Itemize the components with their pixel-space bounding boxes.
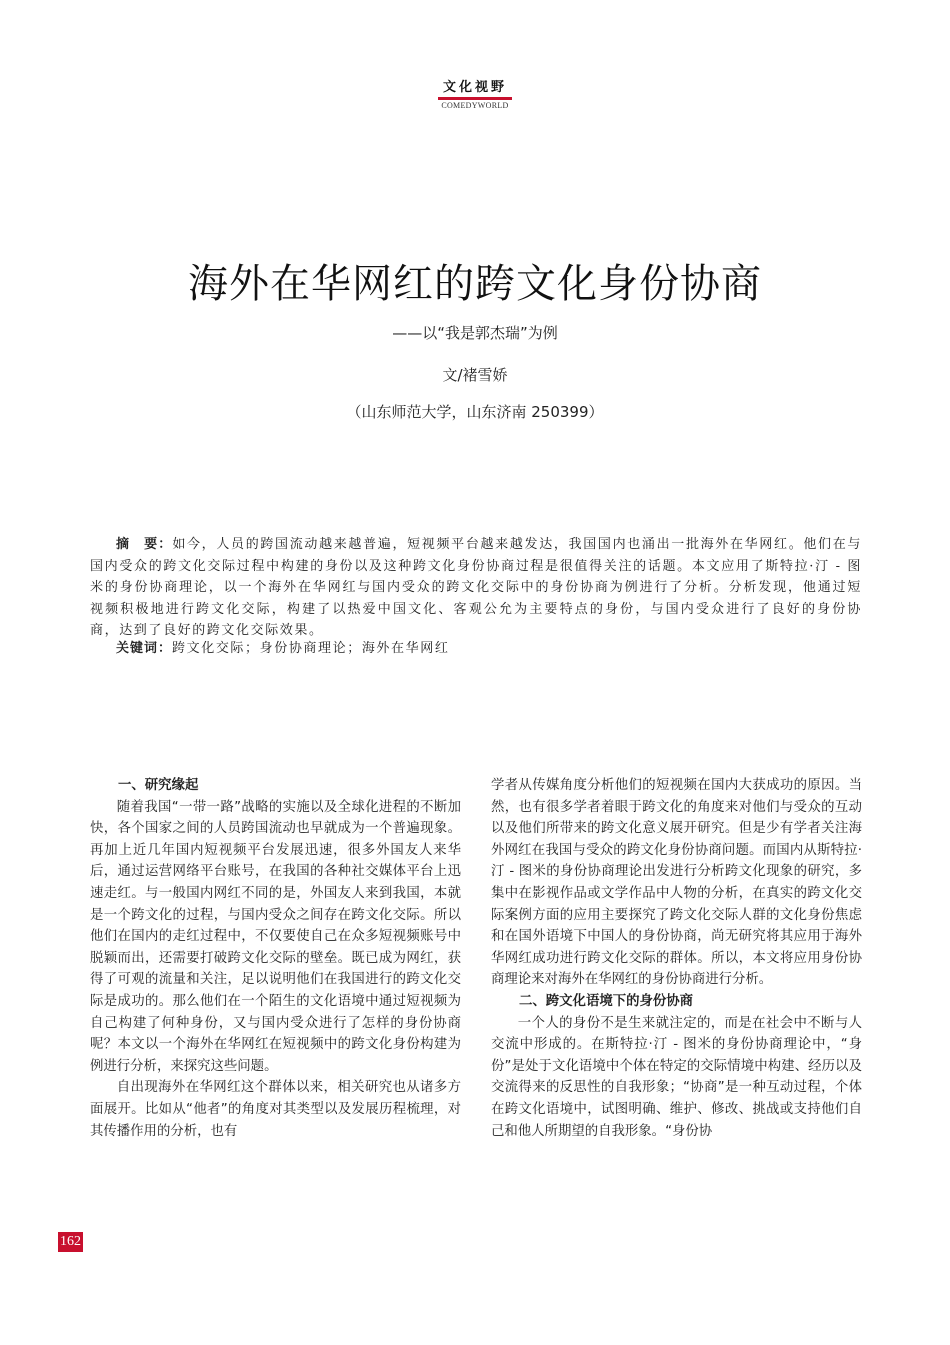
page-number: 162 — [58, 1232, 83, 1252]
article-affiliation: （山东师范大学，山东济南 250399） — [346, 403, 604, 421]
section-heading-1: 一、研究缘起 — [118, 778, 199, 793]
article-subtitle: ——以“我是郭杰瑞”为例 — [392, 324, 558, 342]
article-author: 文/褚雪娇 — [442, 366, 508, 384]
body-column-right — [491, 775, 862, 1142]
body-paragraph: 自出现海外在华网红这个群体以来，相关研究也从诸多方面展开。比如从“他者”的角度对其类型以及发展历程梳理，对其传播作用的分析，也有 — [90, 1080, 461, 1139]
section-heading-2: 二、跨文化语境下的身份协商 — [519, 993, 694, 1009]
abstract — [90, 534, 862, 642]
keywords-label: 关键词： — [116, 641, 173, 656]
keywords — [90, 638, 862, 660]
body-paragraph: 随着我国“一带一路”战略的实施以及全球化进程的不断加快，各个国家之间的人员跨国流动也早就成为一个普遍现象。再加上近几年国内短视频平台发展迅速，很多外国友人来华后，通过运营网络平台账号，在我国的各种社交媒体平台上迅速走红。与一般国内网红不同的是，外国友人来到我国，本就是一个跨文化的过程，与国内受众之间存在跨文化交际。所以他们在国内的走红过程中，不仅要使自己在众多短视频账号中脱颖而出，还需要打破跨文化交际的壁垒。既已成为网红，获得了可观的流量和关注，足以说明他们在我国进行的跨文化交际是成功的。那么他们在一个陌生的文化语境中通过短视频为自己构建了何种身份，又与国内受众进行了怎样的身份协商呢？本文以一个海外在华网红在短视频中的跨文化身份构建为例进行分析，来探究这些问题。 — [90, 799, 461, 1074]
journal-subtitle: COMEDYWORLD — [441, 101, 509, 110]
body-paragraph: 学者从传媒角度分析他们的短视频在国内大获成功的原因。当然，也有很多学者着眼于跨文化的角度来对他们与受众的互动以及他们所带来的跨文化意义展开研究。但是少有学者关注海外网红在我国与受众的跨文化身份协商问题。而国内从斯特拉·汀 - 图米的身份协商理论出发进行分析跨文化现象的研究，多集中在影视作品或文学作品中人物的分析，在真实的跨文化交际案例方面的应用主要探究了跨文化交际人群的文化身份焦虑和在国外语境下中国人的身份协商，尚无研究将其应用于海外华网红成功进行跨文化交际的群体。所以，本文将应用身份协商理论来对海外在华网红的身份协商进行分析。 — [491, 778, 862, 988]
masthead-rule — [438, 97, 512, 100]
journal-masthead — [0, 80, 950, 110]
abstract-label: 摘 要： — [116, 537, 173, 552]
article-title: 海外在华网红的跨文化身份协商 — [188, 261, 762, 307]
keywords-text: 跨文化交际；身份协商理论；海外在华网红 — [172, 641, 450, 656]
body-column-left — [90, 775, 461, 1142]
body-paragraph: 一个人的身份不是生来就注定的，而是在社会中不断与人交流中形成的。在斯特拉·汀 - 图米的身份协商理论中，“身份”是处于文化语境中个体在特定的交际情境中构建、经历以及交流得来的反思性的自我形象；“协商”是一种互动过程，个体在跨文化语境中，试图明确、维护、修改、挑战或支持他们自己和他人所期望的自我形象。“身份协 — [491, 1015, 862, 1139]
abstract-text: 如今，人员的跨国流动越来越普遍，短视频平台越来越发达，我国国内也涌出一批海外在华网红。他们在与国内受众的跨文化交际过程中构建的身份以及这种跨文化身份协商过程是很值得关注的话题。本文应用了斯特拉·汀 - 图米的身份协商理论，以一个海外在华网红与国内受众的跨文化交际中的身份协商为例进行了分析。分析发现，他通过短视频积极地进行跨文化交际，构建了以热爱中国文化、客观公允为主要特点的身份，与国内受众进行了良好的身份协商，达到了良好的跨文化交际效果。 — [90, 537, 862, 639]
journal-name: 文化视野 — [442, 80, 507, 95]
